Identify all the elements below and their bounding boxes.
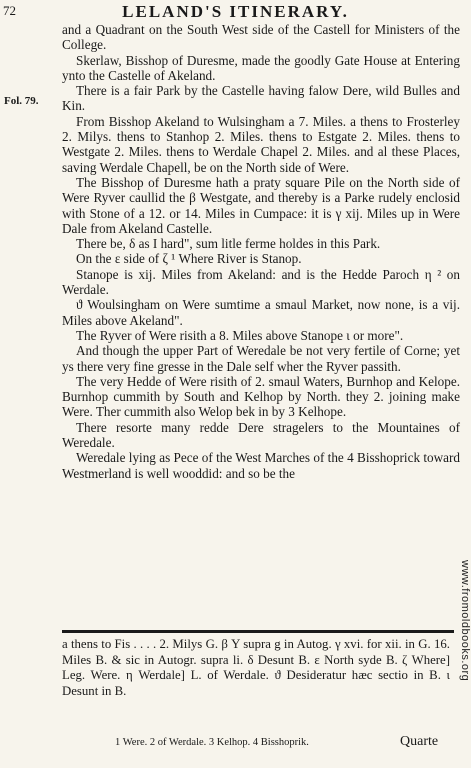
running-title: LELAND'S ITINERARY. xyxy=(122,2,349,21)
paragraph: Stanope is xij. Miles from Akeland: and is the Hedde Paroch η ² on Werdale. xyxy=(62,266,460,298)
paragraph: Skerlaw, Bisshop of Duresme, made the goodly Gate House at Entering ynto the Castelle of Akeland. xyxy=(62,52,460,83)
page-number: 72 xyxy=(3,3,16,18)
paragraph: And though the upper Part of Weredale be not very fertile of Corne; yet ys there very fine gresse in the Dale self wher the Ryver passith. xyxy=(62,343,460,374)
paragraph: The very Hedde of Were risith of 2. smaul Waters, Burnhop and Kelope. Burnhop cummith by South and Kelhop by North. they 2. joining make Were. Ther cummith also Welop bek in by 3 Kelhope. xyxy=(62,373,460,420)
paragraph: There be, δ as I hard", sum litle ferme holdes in this Park. xyxy=(76,236,381,252)
marginal-folio-note: Fol. 79. xyxy=(4,95,39,107)
footnotes: 1 Were. 2 of Werdale. 3 Kelhop. 4 Bisshoprik. xyxy=(115,737,309,748)
paragraph: On the ε side of ζ ¹ Where River is Stanop. xyxy=(76,251,302,267)
paragraph: The Bisshop of Duresme hath a praty square Pile on the North side of Were Ryver caullid the β Westgate, and thereby is a Parke rudely enclosid with Stone of a 12. or 14. Miles in Cumpace: it is γ xij. Miles up in Were Dale from Akeland Castelle. xyxy=(62,174,460,236)
catchword: Quarte xyxy=(400,734,439,749)
watermark: www.fromoldbooks.org xyxy=(459,560,471,682)
paragraph: There is a fair Park by the Castelle having falow Dere, wild Bulles and Kin. xyxy=(62,83,460,114)
critical-notes: a thens to Fis . . . . 2. Milys G. β Y supra g in Autog. γ xvi. for xii. in G. 16. Miles B. & sic in Autogr. supra li. δ Desunt B. ε North syde B. ζ Where] Leg. Were. η Werdale] L. of Werdale. ϑ Desideratur hæc sectio in B. ι Desunt in B. xyxy=(62,637,450,698)
paragraph: From Bisshop Akeland to Wulsingham a 7. Miles. a thens to Frosterley 2. Milys. thens to Stanhop 2. Miles. thens to Estgate 2. Miles. thens to Westgate 2. Miles. thens to Werdale Chapel 2. Miles. and al these Places, saving Werdale Chapell, be on the North side of Were. xyxy=(62,113,460,175)
page-header xyxy=(0,2,471,22)
paragraph: The Ryver of Were risith a 8. Miles above Stanope ι or more". xyxy=(76,327,404,343)
paragraph: There resorte many redde Dere stragelers to the Mountaines of Weredale. xyxy=(62,419,460,451)
paragraph: and a Quadrant on the South West side of the Castell for Ministers of the College. xyxy=(62,22,460,53)
paragraph: Weredale lying as Pece of the West Marches of the 4 Bisshoprick toward Westmerland is well wooddid: and so be the xyxy=(62,450,460,481)
main-text xyxy=(62,22,460,481)
paragraph: ϑ Woulsingham on Were sumtime a smaul Market, now none, is a vij. Miles above Akeland". xyxy=(62,297,460,328)
notes-divider xyxy=(62,630,454,633)
